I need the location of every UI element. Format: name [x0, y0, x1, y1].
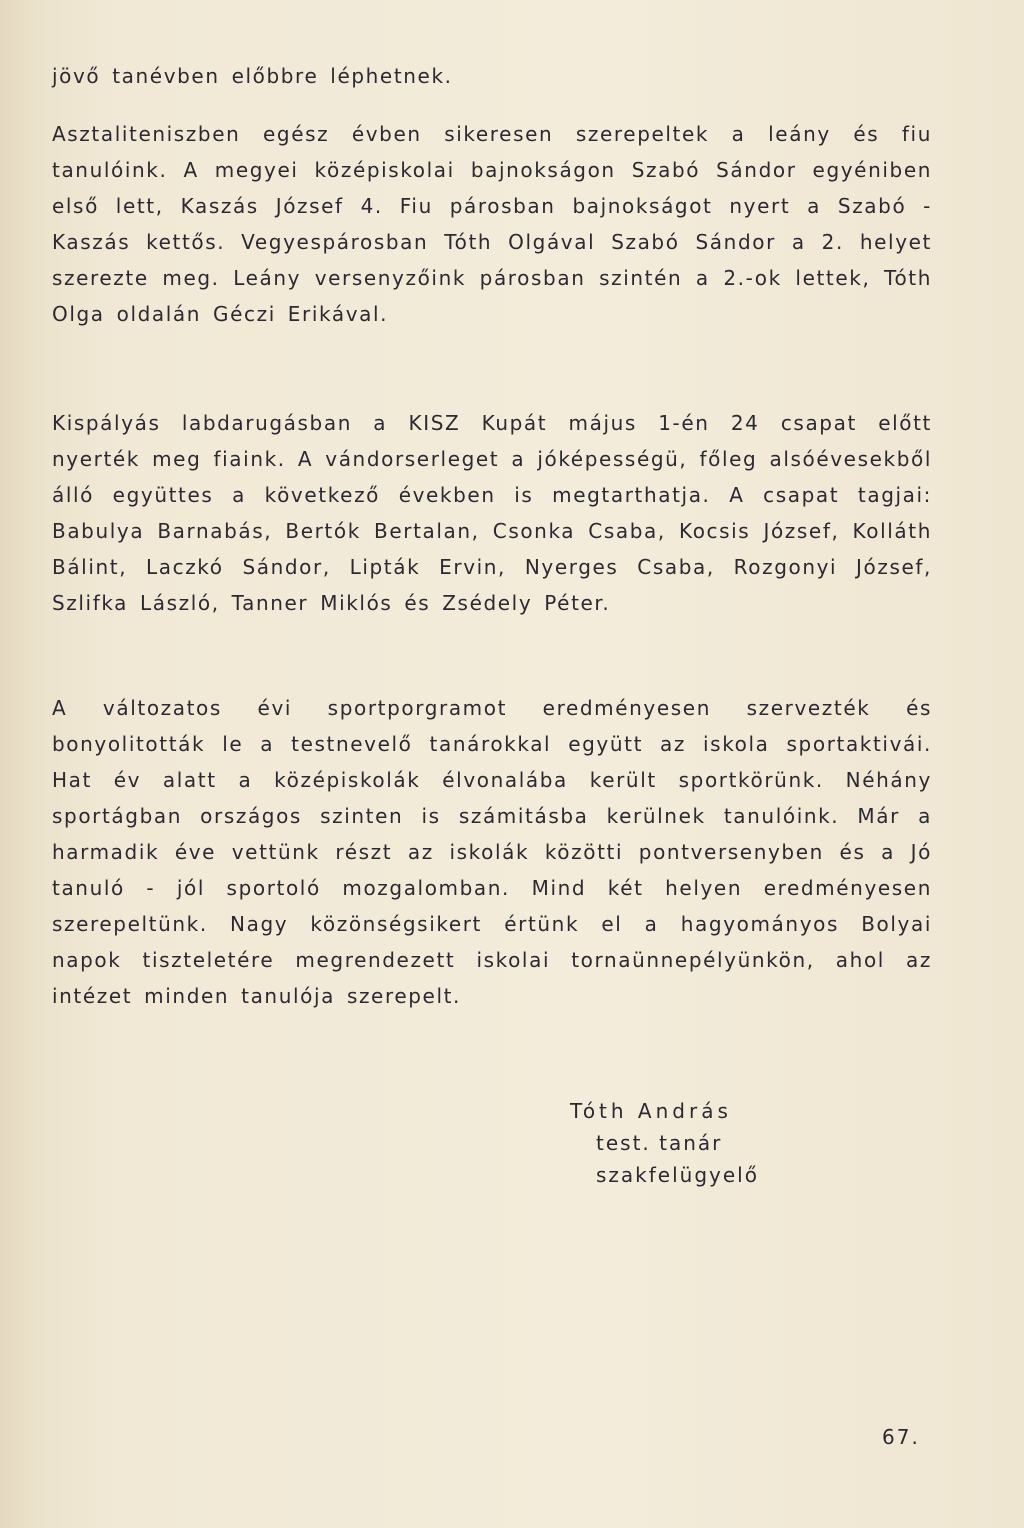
paragraph-intro: jövő tanévben előbbre léphetnek. — [52, 64, 453, 88]
paragraph-table-tennis: Asztaliteniszben egész évben sikeresen szerepeltek a leány és fiu tanulóink. A megyei középiskolai bajnokságon Szabó Sándor egyéniben első lett, Kaszás József 4. Fiu párosban bajnokságot nyert a Szabó - Kaszás kettős. Vegyespárosban Tóth Olgával Szabó Sándor a 2. helyet szerezte meg. Leány versenyzőink párosban szintén a 2.-ok lettek, Tóth Olga oldalán Géczi Erikával. — [52, 122, 932, 326]
text-block-summary — [52, 690, 932, 1014]
text-block-intro — [52, 58, 932, 94]
paragraph-summary: A változatos évi sportporgramot eredményesen szervezték és bonyolitották le a testnevelő tanárokkal együtt az iskola sportaktivái. Hat év alatt a középiskolák élvonalába került sportkörünk. Néhány sportágban országos szinten is számitásba kerülnek tanulóink. Már a harmadik éve vettünk részt az iskolák közötti pontversenyben és a Jó tanuló - jól sportoló mozgalomban. Mind két helyen eredményesen szerepeltünk. Nagy közönségsikert értünk el a hagyományos Bolyai napok tiszteletére megrendezett iskolai tornaünnepélyünkön, ahol az intézet minden tanulója szerepelt. — [52, 696, 932, 1008]
text-block-table-tennis — [52, 116, 932, 332]
signature-block — [570, 1095, 759, 1191]
page-number: 67. — [882, 1425, 920, 1449]
paragraph-football: Kispályás labdarugásban a KISZ Kupát május 1-én 24 csapat előtt nyerték meg fiaink. A vándorserleget a jóképességü, főleg alsóévesekből álló együttes a következő években is megtarthatja. A csapat tagjai: Babulya Barnabás, Bertók Bertalan, Csonka Csaba, Kocsis József, Kolláth Bálint, Laczkó Sándor, Lipták Ervin, Nyerges Csaba, Rozgonyi József, Szlifka László, Tanner Miklós és Zsédely Péter. — [52, 411, 932, 615]
signature-title: test. tanár — [596, 1131, 723, 1155]
signature-role: szakfelügyelő — [596, 1163, 759, 1187]
text-block-football — [52, 405, 932, 621]
signature-name: Tóth András — [570, 1099, 732, 1123]
